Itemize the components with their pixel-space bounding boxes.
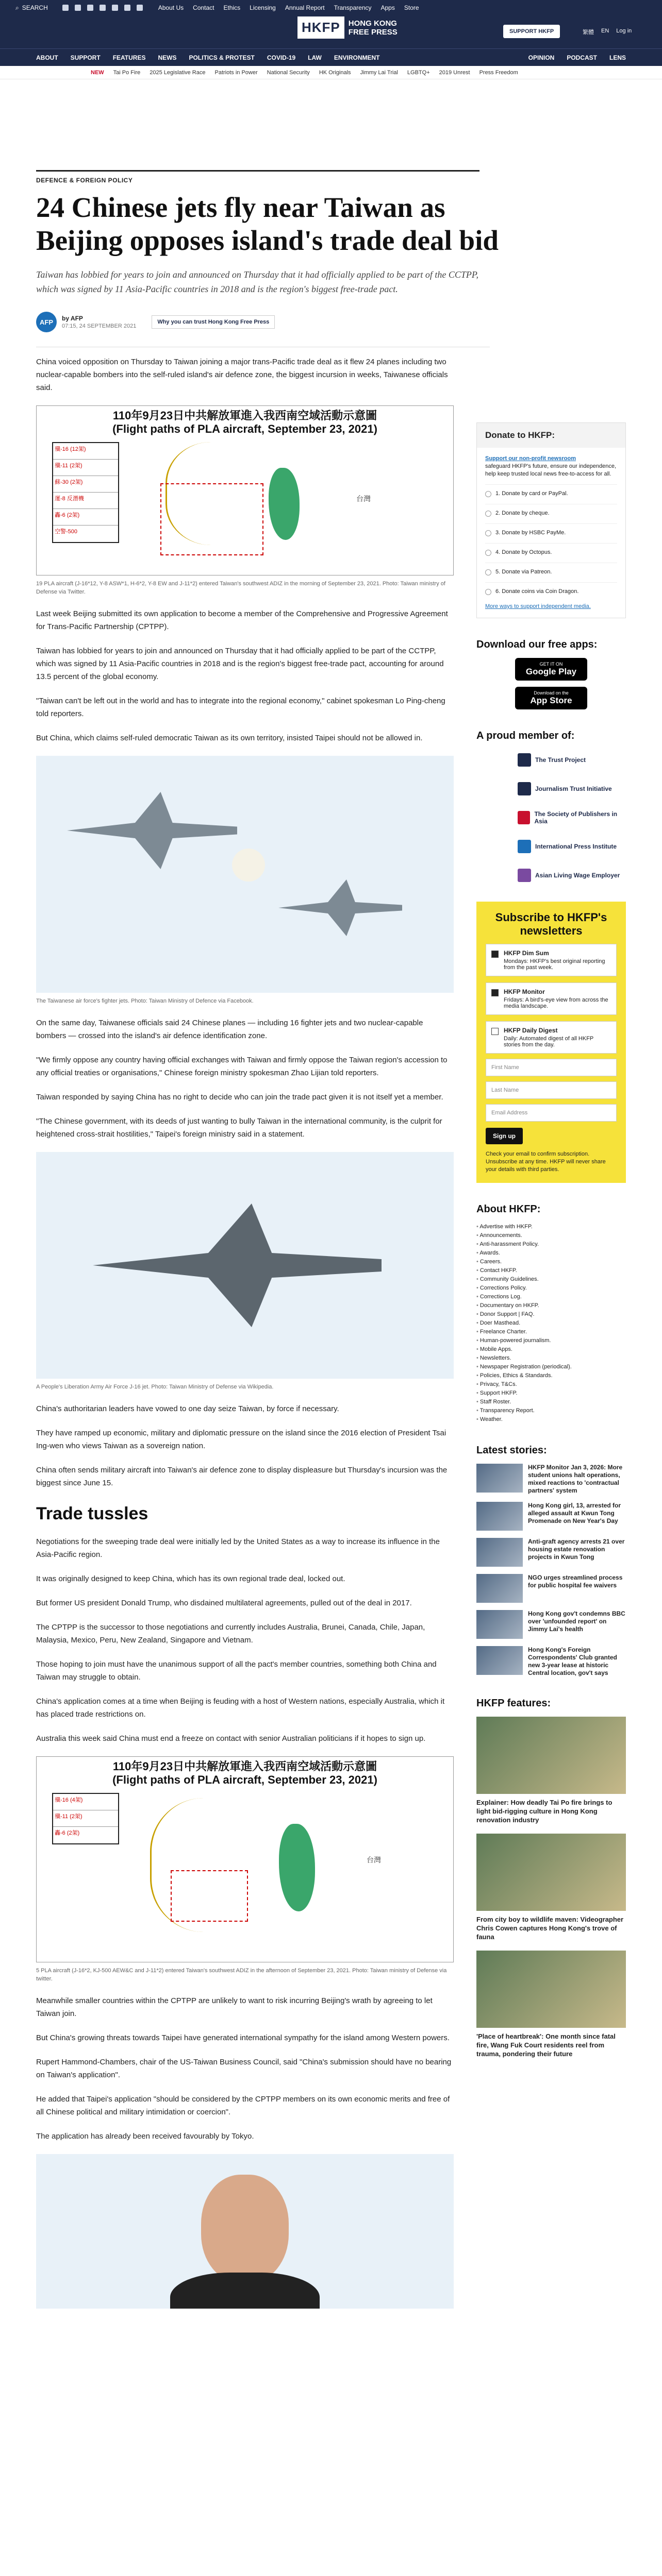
lang-chinese[interactable]: 繁體 — [583, 29, 594, 36]
taiwan-island — [279, 1824, 315, 1911]
caption: 19 PLA aircraft (J-16*12, Y-8 ASW*1, H-6*2, Y-8 EW and J-11*2) entered Taiwan's southwest ADIZ in the morning of September 23, 2021. Photo: Taiwan ministry of Defense via Twitter. — [36, 581, 445, 595]
feature-story[interactable] — [476, 1951, 626, 2058]
top-link-apps[interactable]: Apps — [380, 4, 395, 11]
donate-text: safeguard HKFP's future, ensure our independence, help keep trusted local news free-to-access for all. — [485, 463, 617, 477]
story-title[interactable]: HKFP Monitor Jan 3, 2026: More student unions halt operations, mixed reactions to 'contractual partners' system — [528, 1464, 623, 1494]
latest-title: Latest stories: — [476, 1445, 547, 1456]
story-title[interactable]: Hong Kong girl, 13, arrested for alleged assault at Kwun Tong Promenade on New Year's Day — [528, 1502, 621, 1524]
newsletter-title: Subscribe to HKFP's newsletters — [495, 911, 607, 937]
features-title: HKFP features: — [476, 1698, 551, 1709]
sopa-icon — [518, 811, 530, 824]
legend-item: 蘇-30 (2架) — [53, 476, 118, 493]
first-name-field[interactable]: First Name — [486, 1059, 617, 1076]
author-name[interactable]: AFP — [70, 315, 83, 322]
search-label: SEARCH — [22, 4, 48, 11]
apps-title: Download our free apps: — [476, 639, 598, 650]
about-link[interactable]: • Human-powered journalism. — [476, 1336, 626, 1345]
hkfp-logo[interactable] — [297, 16, 398, 39]
nav-news[interactable]: NEWS — [158, 54, 177, 61]
features-list — [476, 1717, 626, 2058]
figure-pla-jet — [36, 1152, 454, 1391]
nav-about[interactable]: ABOUT — [36, 54, 58, 61]
member-logo[interactable]: The Society of Publishers in Asia — [518, 807, 626, 828]
paragraph: On the same day, Taiwanese officials said 24 Chinese planes — including 16 fighter jets and two nuclear-capable bombers — crossed into the island's air defence identification zone. — [36, 1019, 423, 1040]
social-icons — [62, 5, 143, 11]
new-badge: NEW — [91, 69, 104, 76]
about-link[interactable]: • Policies, Ethics & Standards. — [476, 1371, 626, 1380]
about-link[interactable]: • Doer Masthead. — [476, 1319, 626, 1328]
story-thumbnail[interactable] — [476, 1502, 523, 1531]
author-prefix: by — [62, 315, 70, 322]
paragraph: Taiwan responded by saying China has no right to decide who can join the trade pact given it is not itself yet a member. — [36, 1093, 443, 1101]
paragraph: Taiwan has lobbied for years to join and announced on Thursday that it had officially applied to be part of the CCTPP, which was signed by 11 Asia-Pacific countries in 2018 and is the region's biggest free-trade pact, accounting for around 13.5 percent of the global economy. — [36, 647, 444, 681]
figure-portrait — [36, 2154, 454, 2309]
about-link[interactable]: • Advertise with HKFP. — [476, 1223, 626, 1231]
latest-story[interactable] — [476, 1464, 626, 1495]
figure-map-morning — [36, 405, 454, 596]
donate-title: Donate to HKFP: — [477, 423, 625, 448]
radio-icon — [485, 569, 491, 575]
taiwan-island — [269, 468, 300, 540]
paragraph: Meanwhile smaller countries within the CPTPP are unlikely to want to risk incurring Beijing's wrath by agreeing to let Taiwan join. — [36, 1996, 433, 2018]
newsletter-option[interactable]: HKFP Dim Sum Mondays: HKFP's best original reporting from the past week. — [486, 944, 617, 976]
radio-icon — [485, 511, 491, 517]
article-body — [36, 355, 454, 2320]
figure-map-afternoon — [36, 1756, 454, 1983]
byline — [36, 312, 626, 332]
newsletter-fineprint: Check your email to confirm subscription. Unsubscribe at any time. HKFP will never share your details with third parties. — [486, 1151, 606, 1173]
member-logo[interactable]: Asian Living Wage Employer — [518, 865, 626, 886]
feature-title[interactable]: From city boy to wildlife maven: Videographer Chris Cowen captures Hong Kong's trove of fauna — [476, 1916, 624, 1941]
sidebar — [476, 422, 626, 2067]
legend-item: 殲-16 (4架) — [53, 1794, 118, 1810]
paragraph: China's authoritarian leaders have vowed to one day seize Taiwan, by force if necessary. — [36, 1404, 339, 1413]
trust-project-icon — [518, 753, 531, 767]
ticker-item[interactable]: National Security — [267, 69, 310, 76]
section-label[interactable]: DEFENCE & FOREIGN POLICY — [36, 170, 479, 184]
top-link-about[interactable]: About Us — [158, 4, 184, 11]
paragraph: China voiced opposition on Thursday to Taiwan joining a major trans-Pacific trade deal as it flew 24 planes including two nuclear-capable bombers into the self-ruled island's air defence zone, the biggest incursion in weeks, Taiwanese officials said. — [36, 358, 448, 392]
donate-box — [476, 422, 626, 618]
feature-thumbnail[interactable] — [476, 1834, 626, 1911]
nav-covid[interactable]: COVID-19 — [267, 54, 296, 61]
legend-item: 轟-6 (2架) — [55, 1830, 80, 1836]
radio-icon — [485, 491, 491, 497]
ticker-item[interactable]: LGBTQ+ — [407, 69, 430, 76]
jets-photo — [36, 756, 454, 993]
masthead — [0, 15, 662, 48]
about-link[interactable]: • Donor Support | FAQ. — [476, 1310, 626, 1319]
about-list — [476, 1223, 626, 1424]
nav-environment[interactable]: ENVIRONMENT — [334, 54, 380, 61]
about-link[interactable]: • Careers. — [476, 1258, 626, 1266]
twitter-icon[interactable] — [75, 5, 81, 11]
app-store-button[interactable]: Download on the App Store — [515, 687, 587, 709]
pla-jet-photo — [36, 1152, 454, 1379]
subheading: Trade tussles — [36, 1504, 148, 1523]
caption: A People's Liberation Army Air Force J-16 jet. Photo: Taiwan Ministry of Defense via Wikipedia. — [36, 1384, 274, 1390]
donate-option[interactable]: 2. Donate by cheque. — [485, 504, 617, 517]
story-thumbnail[interactable] — [476, 1646, 523, 1675]
last-name-field[interactable]: Last Name — [486, 1081, 617, 1099]
top-link-transparency[interactable]: Transparency — [334, 4, 372, 11]
about-link[interactable]: • Newspaper Registration (periodical). — [476, 1363, 626, 1371]
story-title[interactable]: Hong Kong gov't condemns BBC over 'unfounded report' on Jimmy Lai's health — [528, 1610, 625, 1633]
about-link[interactable]: • Corrections Log. — [476, 1293, 626, 1301]
about-link[interactable]: • Awards. — [476, 1249, 626, 1258]
more-support-link[interactable]: More ways to support independent media. — [485, 603, 591, 609]
map-frame — [36, 1756, 454, 1962]
about-title: About HKFP: — [476, 1204, 541, 1215]
paragraph: China's application comes at a time when Beijing is feuding with a host of Western nations, especially Australia, which it has placed trade restrictions on. — [36, 1697, 445, 1719]
linkedin-icon[interactable] — [112, 5, 118, 11]
checkbox-checked — [491, 989, 499, 996]
map-legend — [52, 442, 119, 543]
author-avatar[interactable]: AFP — [36, 312, 57, 332]
caption: The Taiwanese air force's fighter jets. Photo: Taiwan Ministry of Defence via Facebook. — [36, 998, 254, 1004]
feature-thumbnail[interactable] — [476, 1717, 626, 1794]
ticker-item[interactable]: Patriots in Power — [214, 69, 258, 76]
about-link[interactable]: • Weather. — [476, 1415, 626, 1424]
legend-item: 殲-16 (12架) — [53, 443, 118, 460]
about-link[interactable]: • Privacy, T&Cs. — [476, 1380, 626, 1389]
nav-law[interactable]: LAW — [308, 54, 322, 61]
lang-english[interactable]: EN — [601, 28, 609, 34]
about-link[interactable]: • Corrections Policy. — [476, 1284, 626, 1293]
donate-option[interactable]: 5. Donate via Patreon. — [485, 563, 617, 576]
map-image — [36, 1756, 454, 1962]
paragraph: Australia this week said China must end a freeze on contact with senior Australian politicians if it hopes to sign up. — [36, 1734, 426, 1743]
nav-podcast[interactable]: PODCAST — [567, 54, 597, 61]
feature-story[interactable] — [476, 1717, 626, 1824]
about-link[interactable]: • Staff Roster. — [476, 1398, 626, 1406]
radio-icon — [485, 550, 491, 556]
donate-option[interactable]: 6. Donate coins via Coin Dragon. — [485, 582, 617, 596]
facebook-icon[interactable] — [62, 5, 69, 11]
paragraph: China often sends military aircraft into Taiwan's air defence zone to display displeasure but Thursday's incursion was the biggest since June 15. — [36, 1466, 448, 1487]
members-title: A proud member of: — [476, 730, 575, 741]
google-play-button[interactable]: GET IT ON Google Play — [515, 658, 587, 681]
top-link-ethics[interactable]: Ethics — [223, 4, 241, 11]
author-block — [62, 315, 136, 329]
legend-item: 空警-500 — [55, 529, 78, 535]
map-legend — [52, 1793, 119, 1844]
paragraph: Those hoping to join must have the unanimous support of all the pact's member countries, something both China and Taiwan may struggle to obtain. — [36, 1660, 437, 1682]
story-thumbnail[interactable] — [476, 1464, 523, 1493]
flight-path — [160, 483, 263, 555]
language-links — [583, 28, 632, 36]
map-title: 110年9月23日中共解放軍進入我西南空域活動示意圖 (Flight paths of PLA aircraft, September 23, 2021) — [112, 1760, 377, 1786]
paragraph: But China, which claims self-ruled democratic Taiwan as its own territory, insisted Taipei should not be allowed in. — [36, 734, 423, 742]
paragraph: They have ramped up economic, military and diplomatic pressure on the island since the 2016 election of President Tsai Ing-wen who views Taiwan as a sovereign nation. — [36, 1429, 446, 1450]
topic-ticker — [0, 66, 662, 79]
story-thumbnail[interactable] — [476, 1574, 523, 1603]
paragraph: The CPTPP is the successor to those negotiations and currently includes Australia, Brunei, Canada, Chile, Japan, Malaysia, Mexico, Peru, New Zealand, Singapore and Vietnam. — [36, 1623, 425, 1645]
ticker-item[interactable]: Press Freedom — [479, 69, 518, 76]
nav-politics[interactable]: POLITICS & PROTEST — [189, 54, 255, 61]
youtube-icon[interactable] — [100, 5, 106, 11]
about-link[interactable]: • Freelance Charter. — [476, 1328, 626, 1336]
nav-support[interactable]: SUPPORT — [70, 54, 101, 61]
telegram-icon[interactable] — [124, 5, 130, 11]
jti-icon — [518, 782, 531, 795]
legend-item: 殲-11 (2架) — [53, 1810, 118, 1827]
article-header — [36, 170, 626, 347]
paragraph: Rupert Hammond-Chambers, chair of the US-Taiwan Business Council, said "China's submission should have no bearing on Taiwan's application". — [36, 2058, 452, 2079]
taiwan-label: 台灣 — [367, 1856, 381, 1864]
checkbox-unchecked — [491, 1028, 499, 1035]
nav-lens[interactable]: LENS — [609, 54, 626, 61]
trust-link[interactable]: Why you can trust Hong Kong Free Press — [152, 315, 275, 329]
caption: 5 PLA aircraft (J-16*2, KJ-500 AEW&C and J-11*2) entered Taiwan's southwest ADIZ in the afternoon of September 23, 2021. Photo: Taiwan ministry of Defense via twitter. — [36, 1968, 447, 1982]
latest-story[interactable] — [476, 1646, 626, 1677]
donate-option[interactable]: 4. Donate by Octopus. — [485, 543, 617, 556]
email-field[interactable]: Email Address — [486, 1104, 617, 1122]
top-utility-bar — [0, 0, 662, 15]
map-frame — [36, 405, 454, 575]
rss-icon[interactable] — [137, 5, 143, 11]
paragraph: Negotiations for the sweeping trade deal were initially led by the United States as a way to increase its influence in the Asia-Pacific region. — [36, 1537, 440, 1559]
paragraph: "Taiwan can't be left out in the world and has to integrate into the regional economy," cabinet spokesman Lo Ping-cheng told reporters. — [36, 697, 445, 718]
legend-item: 運-8 反潛機 — [53, 493, 118, 509]
top-link-store[interactable]: Store — [404, 4, 419, 11]
about-link[interactable]: • Announcements. — [476, 1231, 626, 1240]
ticker-item[interactable]: 2019 Unrest — [439, 69, 470, 76]
donate-link[interactable]: Support our non-profit newsroom — [485, 455, 576, 462]
about-link[interactable]: • Anti-harassment Policy. — [476, 1240, 626, 1249]
ticker-item[interactable]: HK Originals — [319, 69, 351, 76]
latest-story[interactable] — [476, 1574, 626, 1603]
member-logo[interactable]: International Press Institute — [518, 836, 626, 857]
top-link-contact[interactable]: Contact — [193, 4, 214, 11]
map-title: 110年9月23日中共解放軍進入我西南空域活動示意圖 (Flight paths of PLA aircraft, September 23, 2021) — [112, 409, 377, 435]
about-link[interactable]: • Mobile Apps. — [476, 1345, 626, 1354]
newsletter-box — [476, 902, 626, 1183]
living-wage-icon — [518, 869, 531, 882]
search-icon: ⌕ — [15, 4, 19, 11]
checkbox-checked — [491, 951, 499, 958]
paragraph: But former US president Donald Trump, who disdained multilateral agreements, pulled out of the deal in 2017. — [36, 1599, 412, 1607]
newsletter-option[interactable]: HKFP Monitor Fridays: A bird's-eye view from across the media landscape. — [486, 982, 617, 1015]
legend-item: 轟-6 (2架) — [53, 509, 118, 526]
search-button[interactable] — [15, 4, 48, 12]
about-link[interactable]: • Community Guidelines. — [476, 1275, 626, 1284]
latest-story[interactable] — [476, 1502, 626, 1531]
publish-date: 07:15, 24 SEPTEMBER 2021 — [62, 323, 137, 329]
legend-item: 殲-11 (2架) — [53, 460, 118, 476]
signup-button[interactable]: Sign up — [486, 1128, 523, 1144]
support-hkfp-button[interactable]: SUPPORT HKFP — [503, 25, 560, 38]
about-link[interactable]: • Newsletters. — [476, 1354, 626, 1363]
ticker-item[interactable]: Jimmy Lai Trial — [360, 69, 398, 76]
story-thumbnail[interactable] — [476, 1538, 523, 1567]
paragraph: He added that Taipei's application "should be considered by the CPTPP members on its own economic merits and free of all Chinese political and military intimidation or coercion". — [36, 2095, 450, 2116]
member-logo[interactable]: Journalism Trust Initiative — [518, 778, 626, 800]
donate-option[interactable]: 1. Donate by card or PayPal. — [485, 484, 617, 498]
paragraph: "The Chinese government, with its deeds of just wanting to bully Taiwan in the international community, is the culprit for heightened cross-strait hostilities," Taipei's foreign ministry said in a statement. — [36, 1117, 442, 1139]
figure-taiwan-jets — [36, 756, 454, 1005]
top-link-annual-report[interactable]: Annual Report — [285, 4, 325, 11]
about-link[interactable]: • Transparency Report. — [476, 1406, 626, 1415]
story-thumbnail[interactable] — [476, 1610, 523, 1639]
radio-icon — [485, 530, 491, 536]
paragraph: Last week Beijing submitted its own application to become a member of the Comprehensive and Progressive Agreement for Trans-Pacific Partnership (CPTPP). — [36, 609, 448, 631]
latest-story[interactable] — [476, 1538, 626, 1567]
article-lede: Taiwan has lobbied for years to join and announced on Thursday that it had officially applied to be part of the CCTPP, which was signed by 11 Asia-Pacific countries in 2018 and is the region's biggest free-trade pact. — [36, 269, 479, 294]
ticker-item[interactable]: 2025 Legislative Race — [150, 69, 206, 76]
portrait-photo — [36, 2154, 454, 2309]
top-links — [158, 4, 419, 11]
nav-opinion[interactable]: OPINION — [528, 54, 555, 61]
about-link[interactable]: • Documentary on HKFP. — [476, 1301, 626, 1310]
member-logo[interactable]: The Trust Project — [518, 749, 626, 771]
paragraph: But China's growing threats towards Taipei have generated international sympathy for the island among Western powers. — [36, 2033, 450, 2042]
newsletter-option[interactable]: HKFP Daily Digest Daily: Automated digest of all HKFP stories from the day. — [486, 1021, 617, 1054]
story-title[interactable]: NGO urges streamlined process for public hospital fee waivers — [528, 1574, 623, 1589]
ticker-item[interactable]: Tai Po Fire — [113, 69, 141, 76]
feature-thumbnail[interactable] — [476, 1951, 626, 2028]
latest-list — [476, 1464, 626, 1677]
ipi-icon — [518, 840, 531, 853]
instagram-icon[interactable] — [87, 5, 93, 11]
paragraph: It was originally designed to keep China, which has its own regional trade deal, locked out. — [36, 1574, 345, 1583]
about-link[interactable]: • Contact HKFP. — [476, 1266, 626, 1275]
main-nav — [0, 48, 662, 66]
nav-features[interactable]: FEATURES — [112, 54, 146, 61]
paragraph: "We firmly oppose any country having official exchanges with Taiwan and firmly oppose the Taiwan region's accession to any official treaties or organisations," Chinese foreign ministry spokesman Zhao Lijian told reporters. — [36, 1056, 448, 1077]
radio-icon — [485, 589, 491, 595]
login-link[interactable]: Log in — [616, 28, 632, 34]
paragraph: The application has already been received favourably by Tokyo. — [36, 2132, 254, 2141]
about-link[interactable]: • Support HKFP. — [476, 1389, 626, 1398]
feature-title[interactable]: Explainer: How deadly Tai Po fire brings to light bid-rigging culture in Hong Kong renovation industry — [476, 1799, 613, 1824]
story-title[interactable]: Hong Kong's Foreign Correspondents' Club granted new 3-year lease at historic Central location, gov't says — [528, 1646, 617, 1676]
article-title: 24 Chinese jets fly near Taiwan as Beijing opposes island's trade deal bid — [36, 192, 499, 256]
feature-title[interactable]: 'Place of heartbreak': One month since fatal fire, Wang Fuk Court residents reel from trauma, pondering their future — [476, 2032, 616, 2058]
latest-story[interactable] — [476, 1610, 626, 1639]
flight-path — [171, 1870, 248, 1922]
map-image — [36, 405, 454, 575]
donate-option[interactable]: 3. Donate by HSBC PayMe. — [485, 523, 617, 537]
top-link-licensing[interactable]: Licensing — [250, 4, 276, 11]
logo-box: HKFP — [297, 16, 344, 39]
logo-text: HONG KONG FREE PRESS — [348, 19, 398, 37]
taiwan-label: 台灣 — [356, 495, 371, 503]
story-title[interactable]: Anti-graft agency arrests 21 over housing estate renovation projects in Kwun Tong — [528, 1538, 625, 1561]
feature-story[interactable] — [476, 1834, 626, 1941]
